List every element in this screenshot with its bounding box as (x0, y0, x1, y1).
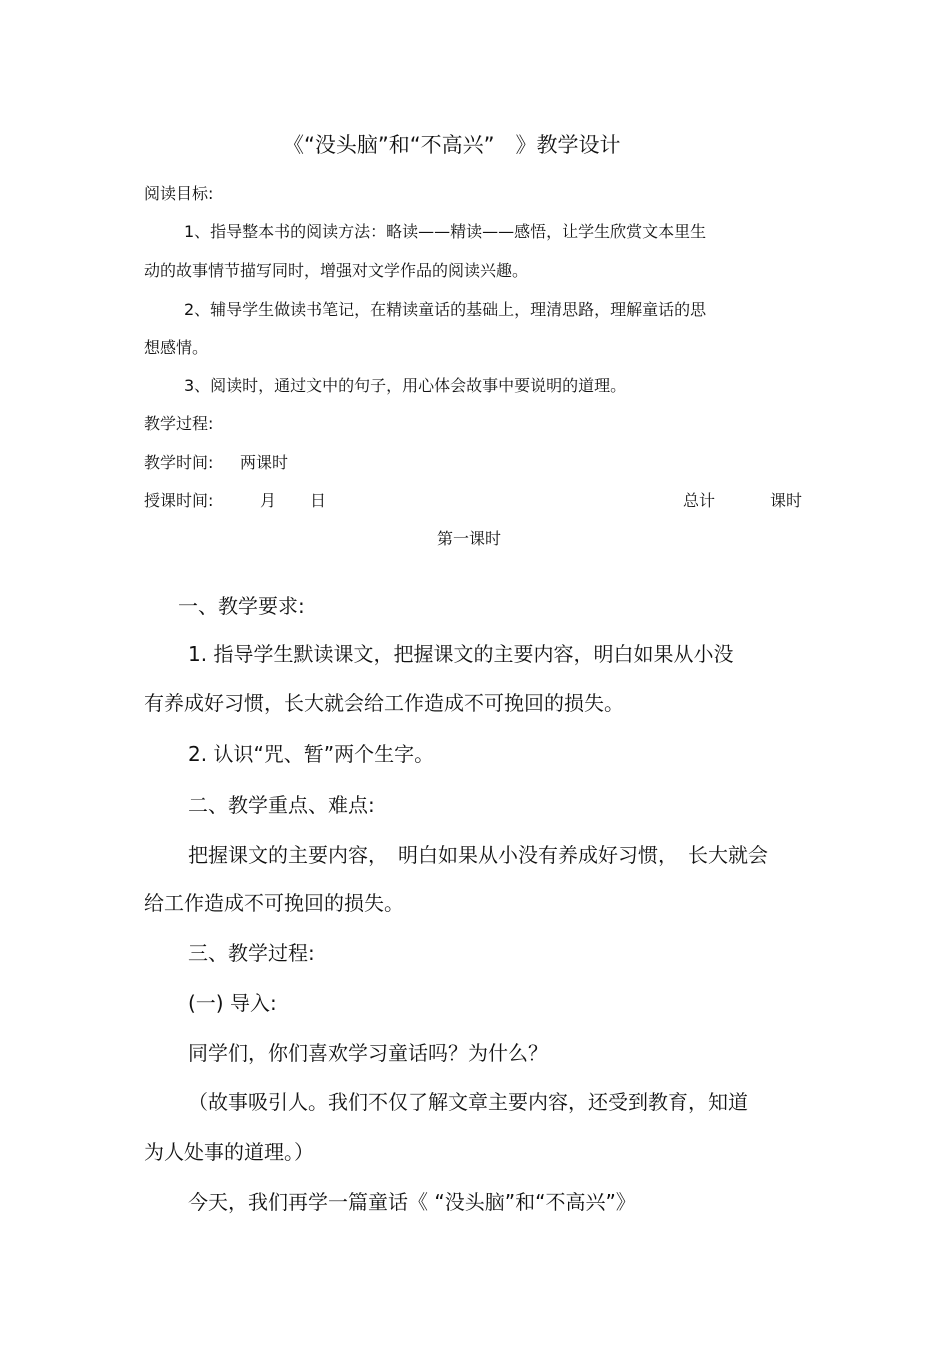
section-1-heading: 一、教学要求: (178, 594, 305, 618)
goal-1-line-2: 动的故事情节描写同时，增强对文学作品的阅读兴趣。 (144, 261, 529, 280)
requirement-1-line-1: 1. 指导学生默读课文，把握课文的主要内容，明白如果从小没 (188, 642, 734, 666)
teaching-time-label: 教学时间: (144, 453, 214, 472)
reading-goals-label: 阅读目标: (144, 184, 214, 203)
goal-1-line-1: 1、指导整本书的阅读方法：略读——精读——感悟，让学生欣赏文本里生 (184, 222, 707, 241)
class-time-month: 月 (260, 491, 277, 510)
subsection-intro: (一) 导入: (188, 991, 277, 1015)
section-2-heading: 二、教学重点、难点: (188, 793, 375, 817)
lesson-heading: 第一课时 (437, 529, 502, 548)
document-title: 《“没头脑”和“不高兴” 》教学设计 (283, 133, 621, 157)
today-line: 今天，我们再学一篇童话《 “没头脑”和“不高兴”》 (188, 1190, 636, 1214)
class-time-label: 授课时间: (144, 491, 214, 510)
requirement-2: 2. 认识“咒、暂”两个生字。 (188, 742, 435, 766)
goal-3: 3、阅读时，通过文中的句子，用心体会故事中要说明的道理。 (184, 376, 627, 395)
answer-line-2: 为人处事的道理。） (144, 1140, 314, 1164)
teaching-time-value: 两课时 (240, 453, 289, 472)
key-points-line-2: 给工作造成不可挽回的损失。 (144, 891, 404, 915)
requirement-1-line-2: 有养成好习惯，长大就会给工作造成不可挽回的损失。 (144, 691, 624, 715)
class-time-unit: 课时 (770, 491, 803, 510)
question-line: 同学们，你们喜欢学习童话吗？为什么？ (188, 1041, 548, 1065)
class-time-day: 日 (310, 491, 327, 510)
teaching-process-label: 教学过程: (144, 414, 214, 433)
goal-2-line-2: 想感情。 (144, 338, 209, 357)
class-time-total: 总计 (683, 491, 716, 510)
answer-line-1: （故事吸引人。我们不仅了解文章主要内容，还受到教育，知道 (188, 1090, 748, 1114)
key-points-line-1: 把握课文的主要内容， 明白如果从小没有养成好习惯， 长大就会 (188, 843, 768, 867)
section-3-heading: 三、教学过程: (188, 941, 315, 965)
goal-2-line-1: 2、辅导学生做读书笔记，在精读童话的基础上，理清思路，理解童话的思 (184, 300, 707, 319)
